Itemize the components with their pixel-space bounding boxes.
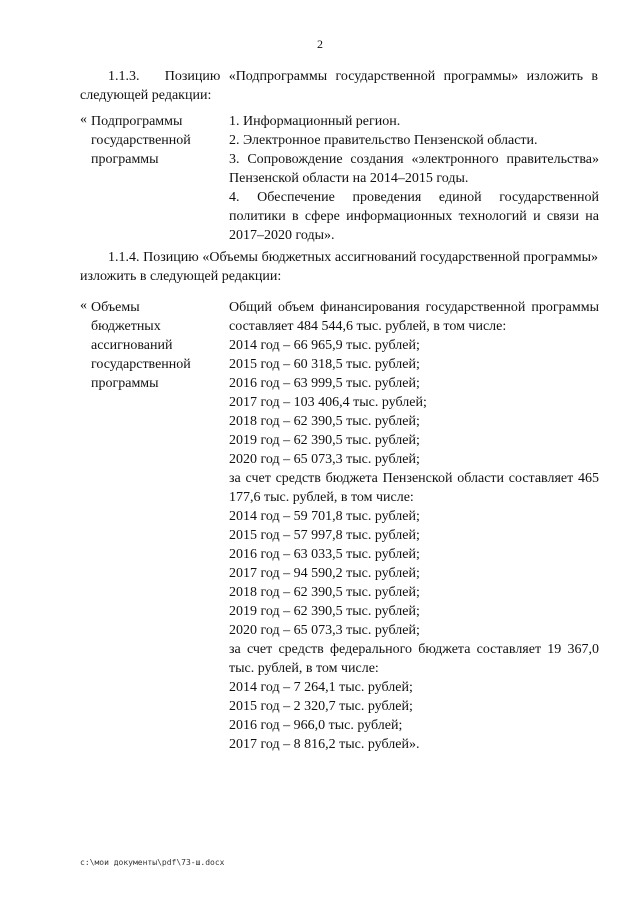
block1-subprograms [229,112,599,245]
paragraph-number: 1.1.4. [108,250,140,265]
block1-left-label [91,112,191,169]
year-amount: 2015 год – 60 318,5 тыс. рублей; [229,357,420,372]
subprogram-item: 1. Информационный регион. [229,114,401,129]
paragraph-1-1-3 [80,67,598,105]
paragraph-text: Позицию «Объемы бюджетных ассигнований государственной программы» изложить в следующей редакции: [80,250,599,284]
subprogram-item: 2. Электронное правительство Пензенской области. [229,133,538,148]
year-amount: 2016 год – 63 033,5 тыс. рублей; [229,547,420,562]
left-label-line: государственной [91,133,191,148]
page-number: 2 [317,37,323,51]
block2-left-label [91,298,191,393]
open-quote: « [80,112,87,127]
paragraph-text: Позицию «Подпрограммы государственной программы» изложить в следующей редакции: [80,69,598,103]
year-amount: 2014 год – 66 965,9 тыс. рублей; [229,338,420,353]
left-label-line: ассигнований [91,338,173,353]
left-label-line: программы [91,376,159,391]
year-amount: 2015 год – 2 320,7 тыс. рублей; [229,699,413,714]
left-label-line: Подпрограммы [91,114,183,129]
block2-funding [229,298,599,754]
year-amount: 2017 год – 103 406,4 тыс. рублей; [229,395,427,410]
year-amount: 2018 год – 62 390,5 тыс. рублей; [229,414,420,429]
file-path-footer: c:\мои документы\pdf\73-ш.docx [80,858,225,867]
subprogram-item: 3. Сопровождение создания «электронного правительства» Пензенской области на 2014–2015 годы. [229,152,599,186]
left-label-line: бюджетных [91,319,161,334]
regional-funding-text: за счет средств бюджета Пензенской области составляет 465 177,6 тыс. рублей, в том числе: [229,471,599,505]
year-amount: 2019 год – 62 390,5 тыс. рублей; [229,604,420,619]
year-amount: 2019 год – 62 390,5 тыс. рублей; [229,433,420,448]
paragraph-1-1-4 [80,248,598,286]
left-label-line: программы [91,152,159,167]
paragraph-number: 1.1.3. [108,69,140,84]
year-amount: 2015 год – 57 997,8 тыс. рублей; [229,528,420,543]
left-label-line: государственной [91,357,191,372]
open-quote: « [80,298,87,313]
left-label-line: Объемы [91,300,140,315]
year-amount: 2016 год – 966,0 тыс. рублей; [229,718,403,733]
year-amount: 2018 год – 62 390,5 тыс. рублей; [229,585,420,600]
year-amount: 2017 год – 8 816,2 тыс. рублей». [229,737,420,752]
year-amount: 2014 год – 7 264,1 тыс. рублей; [229,680,413,695]
federal-funding-text: за счет средств федерального бюджета составляет 19 367,0 тыс. рублей, в том числе: [229,642,599,676]
year-amount: 2017 год – 94 590,2 тыс. рублей; [229,566,420,581]
year-amount: 2020 год – 65 073,3 тыс. рублей; [229,452,420,467]
year-amount: 2016 год – 63 999,5 тыс. рублей; [229,376,420,391]
subprogram-item: 4. Обеспечение проведения единой государственной политики в сфере информационных технологий и связи на 2017–2020 годы». [229,190,599,243]
total-funding-text: Общий объем финансирования государственной программы составляет 484 544,6 тыс. рублей, в том числе: [229,300,599,334]
year-amount: 2020 год – 65 073,3 тыс. рублей; [229,623,420,638]
year-amount: 2014 год – 59 701,8 тыс. рублей; [229,509,420,524]
